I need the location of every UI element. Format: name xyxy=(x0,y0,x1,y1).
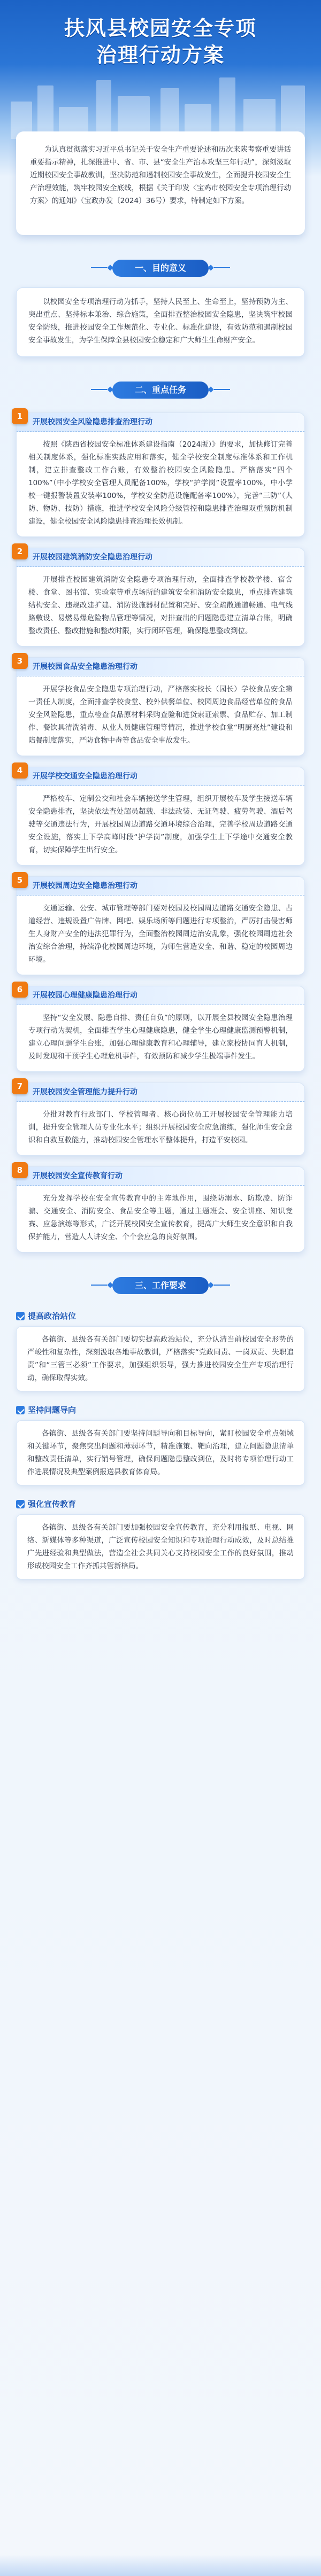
section-heading-purpose xyxy=(102,256,219,280)
task-item xyxy=(16,986,305,1072)
task-body: 按照《陕西省校园安全标准体系建设指南（2024版）》的要求，加快修订完善相关制度体系，强化标准实践应用和落实，健全学校安全制度标准体系和工作机制，建立排查整改工作台账，有效整治校园安全风险隐患。严格落实“四个100%”（中小学校安全管理人员配备100%，学校“护学岗”设置率100%，中小学校一键报警装置安装率100%，学校安全防范设施配备率100%），完善“三防”（人防、物防、技防）措施，推进学校安全风险分级管控和隐患排查治理双重预防机制建设，健全校园安全风险隐患排查治理长效机制。 xyxy=(28,440,293,526)
check-icon xyxy=(16,1500,25,1508)
section-title: 三、工作要求 xyxy=(112,1277,209,1294)
task-body: 开展排查校园建筑消防安全隐患专项治理行动，全面排查学校教学楼、宿舍楼、食堂、图书馆、实验室等重点场所的建筑安全和消防安全隐患，重点排查建筑结构安全、违规改建扩建、消防设施器材配置和完好、安全疏散通道畅通、电气线路敷设、易燃易爆危险物品管理等情况，对排查出的问题隐患建立清单台账，明确整改责任、整改措施和整改时限，实行闭环管理，确保隐患整改到位。 xyxy=(28,575,293,635)
task-item xyxy=(16,657,305,756)
task-title: 开展校园安全风险隐患排查治理行动 xyxy=(17,413,304,432)
page-title xyxy=(0,15,321,68)
task-number: 4 xyxy=(12,762,28,779)
task-title: 开展校园心理健康隐患治理行动 xyxy=(17,986,304,1005)
title-line-2: 治理行动方案 xyxy=(96,43,225,67)
task-body: 充分发挥学校在安全宣传教育中的主阵地作用，围绕防溺水、防欺凌、防诈骗、交通安全、消防安全、食品安全等主题，通过主题班会、安全讲座、知识竞赛、应急演练等形式，广泛开展校园安全宣传教育，提高广大师生安全意识和自我保护能力，营造人人讲安全、个个会应急的良好氛围。 xyxy=(28,1194,293,1241)
task-number: 5 xyxy=(12,872,28,888)
check-icon xyxy=(16,1312,25,1320)
task-title: 开展校园食品安全隐患治理行动 xyxy=(17,658,304,676)
task-number: 8 xyxy=(12,1162,28,1178)
task-item xyxy=(16,548,305,647)
title-line-1: 扶风县校园安全专项 xyxy=(64,17,257,40)
task-title: 开展学校交通安全隐患治理行动 xyxy=(17,767,304,786)
task-title: 开展校园安全管理能力提升行动 xyxy=(17,1083,304,1102)
check-icon xyxy=(16,1406,25,1414)
requirement-item xyxy=(16,1309,305,1391)
requirement-title: 提高政治站位 xyxy=(28,1311,77,1321)
task-number: 3 xyxy=(12,653,28,669)
requirement-title: 强化宣传教育 xyxy=(28,1499,77,1509)
intro-paragraph: 为认真贯彻落实习近平总书记关于安全生产重要论述和历次来陕考察重要讲话重要指示精神，扎深推进中、省、市、县“安全生产治本攻坚三年行动”，深刻汲取近期校园安全事故教训，坚决防范和遏制校园安全事故发生，全面提升校园安全生产治理效能，筑牢校园安全底线，根据《关于印发〈宝鸡市校园安全专项治理行动方案〉的通知》（宝政办发〔2024〕36号）要求，特制定如下方案。 xyxy=(16,131,305,235)
task-number: 2 xyxy=(12,543,28,559)
task-item xyxy=(16,413,305,537)
task-body: 开展学校食品安全隐患专项治理行动，严格落实校长（园长）学校食品安全第一责任人制度，全面排查学校食堂、校外供餐单位、校园周边食品经营单位的食品安全风险隐患，重点检查食品原材料采购查验和进货索证索票、食品贮存、加工制作、餐饮具清洗消毒、从业人员健康管理等情况，推进学校食堂“明厨亮灶”建设和陪餐制度落实，严防食物中毒等食品安全事故发生。 xyxy=(28,685,293,745)
task-body: 分批对教育行政部门、学校管理者、核心岗位员工开展校园安全管理能力培训，提升安全管理人员专业化水平；组织开展校园安全应急演练，强化师生安全意识和自救互救能力，推动校园安全管理水平整体提升，打造平安校园。 xyxy=(28,1110,293,1145)
task-item xyxy=(16,1166,305,1252)
requirement-body: 各镇街、县级各有关部门要切实提高政治站位，充分认清当前校园安全形势的严峻性和复杂性，深刻汲取各地事故教训，严格落实“党政同责、一岗双责、失职追责”和“三管三必须”工作要求，加强组织领导，强力推进校园安全生产专项治理行动，确保取得实效。 xyxy=(27,1335,294,1382)
footer-decoration xyxy=(0,2555,321,2576)
task-number: 6 xyxy=(12,982,28,998)
task-body: 坚持“安全发展、隐患自排、责任自负”的原则，以开展全县校园安全隐患治理专项行动为契机，全面排查学生心理健康隐患，健全学生心理健康监测预警机制，建立心理问题学生台账，加强心理健康教育和心理辅导，建立家校协同育人机制，及时发现和干预学生心理危机事件，有效预防和减少学生极端事件发生。 xyxy=(28,1014,293,1061)
requirement-item xyxy=(16,1497,305,1579)
section-heading-requirements xyxy=(102,1274,219,1297)
purpose-card xyxy=(16,287,305,357)
task-title: 开展校园周边安全隐患治理行动 xyxy=(17,877,304,896)
section-heading-tasks xyxy=(102,378,219,402)
task-body: 交通运输、公安、城市管理等部门要对校园及校园周边道路交通安全隐患、占道经营、违规设置广告牌、网吧、娱乐场所等问题进行专项整治，严厉打击侵害师生人身财产安全的违法犯罪行为，全面整治校园周边治安乱象，强化校园周边社会治安综合治理，持续净化校园周边环境，为师生营造安全、和谐、稳定的校园周边环境。 xyxy=(28,904,293,964)
task-item xyxy=(16,1083,305,1156)
requirement-body: 各镇街、县级各有关部门要加强校园安全宣传教育，充分利用报纸、电视、网络、新媒体等多种渠道，广泛宣传校园安全知识和专项治理行动成效，及时总结推广先进经验和典型做法，营造全社会共同关心支持校园安全工作的良好氛围，推动形成校园安全工作齐抓共管新格局。 xyxy=(27,1523,294,1570)
task-item xyxy=(16,767,305,866)
task-body: 严格校车、定制公交和社会车辆接送学生管理，组织开展校车及学生接送车辆安全隐患排查，坚决依法查处超员超载、非法改装、无证驾驶、疲劳驾驶、酒后驾驶等交通违法行为，开展校园周边道路交通环境综合治理，完善学校周边道路交通安全设施，落实上下学高峰时段“护学岗”制度，加强学生上下学途中交通安全教育，切实保障学生出行安全。 xyxy=(28,795,293,854)
purpose-text: 以校园安全专项治理行动为抓手，坚持人民至上、生命至上，坚持预防为主、突出重点、坚持标本兼治、综合施策，全面排查整治校园安全隐患，坚决筑牢校园安全防线，推进校园安全工作规范化、专业化、标准化建设，有效防范和遏制校园安全事故发生，为学生保障全县校园安全稳定和广大师生生命财产安全。 xyxy=(28,298,293,345)
section-title: 一、目的意义 xyxy=(112,260,209,277)
task-number: 7 xyxy=(12,1078,28,1094)
requirement-body: 各镇街、县级各有关部门要坚持问题导向和目标导向，紧盯校园安全重点领域和关键环节，聚焦突出问题和薄弱环节，精准施策、靶向治理，建立问题隐患清单和整改责任清单，实行销号管理，确保问题隐患整改到位，及时将专项治理行动工作进展情况及典型案例报送县教育体育局。 xyxy=(27,1429,294,1476)
task-title: 开展校园建筑消防安全隐患治理行动 xyxy=(17,548,304,567)
requirement-item xyxy=(16,1403,305,1485)
task-number: 1 xyxy=(12,408,28,424)
header xyxy=(0,0,321,127)
task-item xyxy=(16,876,305,975)
task-title: 开展校园安全宣传教育行动 xyxy=(17,1167,304,1186)
section-title: 二、重点任务 xyxy=(112,382,209,399)
requirement-title: 坚持问题导向 xyxy=(28,1405,77,1415)
